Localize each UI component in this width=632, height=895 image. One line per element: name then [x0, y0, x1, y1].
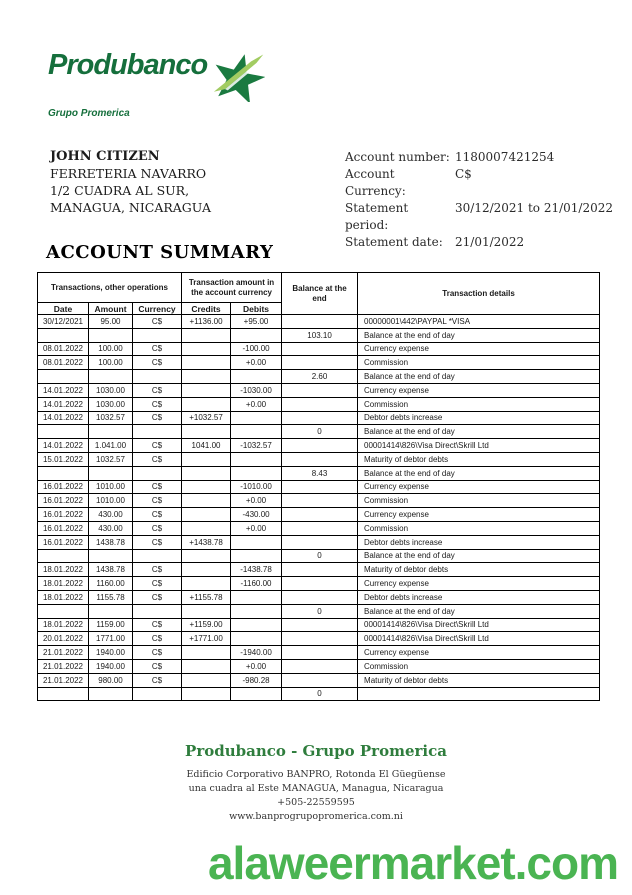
credits-cell: [182, 521, 231, 535]
date-cell: 21.01.2022: [38, 673, 89, 687]
table-row: [38, 370, 600, 384]
details-cell: Debtor debts increase: [358, 411, 600, 425]
details-cell: Balance at the end of day: [358, 370, 600, 384]
date-cell: 16.01.2022: [38, 480, 89, 494]
debits-cell: +0.00: [231, 356, 282, 370]
details-cell: 00000001\442\PAYPAL *VISA: [358, 315, 600, 329]
date-cell: 18.01.2022: [38, 577, 89, 591]
watermark-text: alaweermarket.com: [207, 837, 618, 889]
balance-cell: [282, 452, 358, 466]
date-cell: [38, 687, 89, 701]
col-header-details: Transaction details: [358, 273, 600, 315]
balance-cell: [282, 632, 358, 646]
credits-cell: +1159.00: [182, 618, 231, 632]
account-info-label: Statement period:: [345, 201, 409, 232]
debits-cell: [231, 535, 282, 549]
amount-cell: 100.00: [89, 342, 133, 356]
account-info-value: 30/12/2021 to 21/01/2022: [455, 201, 614, 215]
date-cell: 14.01.2022: [38, 439, 89, 453]
details-cell: Debtor debts increase: [358, 590, 600, 604]
details-cell: Balance at the end of day: [358, 328, 600, 342]
account-info-value: C$: [455, 167, 472, 181]
balance-cell: [282, 590, 358, 604]
table-row: [38, 659, 600, 673]
footer-website: www.banprogrupopromerica.com.ni: [229, 811, 403, 822]
table-row: [38, 604, 600, 618]
balance-cell: [282, 342, 358, 356]
section-title: ACCOUNT SUMMARY: [46, 242, 274, 263]
footer-address-line: Edificio Corporativo BANPRO, Rotonda El Güegüense: [186, 769, 446, 780]
table-row: [38, 452, 600, 466]
debits-cell: +0.00: [231, 397, 282, 411]
account-info-label: Statement date:: [345, 235, 443, 249]
date-cell: [38, 466, 89, 480]
details-cell: Maturity of debtor debts: [358, 452, 600, 466]
amount-cell: 1159.00: [89, 618, 133, 632]
currency-cell: C$: [133, 673, 182, 687]
debits-cell: [231, 466, 282, 480]
balance-cell: [282, 480, 358, 494]
debits-cell: -100.00: [231, 342, 282, 356]
balance-cell: [282, 397, 358, 411]
footer-brand: Produbanco - Grupo Promerica: [185, 742, 447, 760]
amount-cell: 1030.00: [89, 383, 133, 397]
credits-cell: [182, 646, 231, 660]
date-cell: [38, 425, 89, 439]
date-cell: 15.01.2022: [38, 452, 89, 466]
table-row: [38, 494, 600, 508]
credits-cell: +1136.00: [182, 315, 231, 329]
details-cell: Commission: [358, 494, 600, 508]
balance-cell: [282, 577, 358, 591]
currency-cell: C$: [133, 590, 182, 604]
currency-cell: [133, 604, 182, 618]
col-subheader-amount: Amount: [89, 303, 133, 315]
debits-cell: [231, 632, 282, 646]
balance-cell: [282, 646, 358, 660]
debits-cell: -1438.78: [231, 563, 282, 577]
amount-cell: [89, 604, 133, 618]
credits-cell: [182, 452, 231, 466]
balance-cell: [282, 494, 358, 508]
debits-cell: -1010.00: [231, 480, 282, 494]
brand-logo: [48, 50, 265, 119]
details-cell: Commission: [358, 659, 600, 673]
credits-cell: [182, 494, 231, 508]
table-row: [38, 397, 600, 411]
credits-cell: [182, 604, 231, 618]
amount-cell: [89, 466, 133, 480]
amount-cell: [89, 687, 133, 701]
credits-cell: [182, 383, 231, 397]
account-info-value: 21/01/2022: [455, 235, 525, 249]
currency-cell: [133, 328, 182, 342]
amount-cell: 1940.00: [89, 659, 133, 673]
table-row: [38, 590, 600, 604]
date-cell: 08.01.2022: [38, 356, 89, 370]
credits-cell: 1041.00: [182, 439, 231, 453]
credits-cell: +1155.78: [182, 590, 231, 604]
details-cell: 00001414\826\Visa Direct\Skrill Ltd: [358, 632, 600, 646]
currency-cell: C$: [133, 646, 182, 660]
credits-cell: [182, 425, 231, 439]
balance-cell: [282, 508, 358, 522]
account-info-value: 1180007421254: [455, 150, 555, 164]
currency-cell: C$: [133, 632, 182, 646]
col-group-transactions: Transactions, other operations: [38, 273, 182, 303]
amount-cell: 430.00: [89, 521, 133, 535]
amount-cell: 1940.00: [89, 646, 133, 660]
date-cell: 21.01.2022: [38, 646, 89, 660]
balance-cell: [282, 535, 358, 549]
account-info-label: Account number:: [345, 150, 450, 164]
date-cell: 16.01.2022: [38, 535, 89, 549]
table-row: [38, 508, 600, 522]
credits-cell: [182, 687, 231, 701]
balance-cell: 2.60: [282, 370, 358, 384]
credits-cell: +1771.00: [182, 632, 231, 646]
balance-cell: [282, 563, 358, 577]
table-group-header-row: [38, 273, 600, 303]
details-cell: Balance at the end of day: [358, 604, 600, 618]
table-row: [38, 411, 600, 425]
amount-cell: 1.041.00: [89, 439, 133, 453]
currency-cell: C$: [133, 618, 182, 632]
currency-cell: C$: [133, 397, 182, 411]
balance-cell: 0: [282, 549, 358, 563]
credits-cell: [182, 466, 231, 480]
table-row: [38, 549, 600, 563]
date-cell: 18.01.2022: [38, 590, 89, 604]
details-cell: Currency expense: [358, 480, 600, 494]
credits-cell: [182, 356, 231, 370]
details-cell: 00001414\826\Visa Direct\Skrill Ltd: [358, 618, 600, 632]
currency-cell: C$: [133, 411, 182, 425]
col-subheader-debits: Debits: [231, 303, 282, 315]
currency-cell: [133, 687, 182, 701]
date-cell: [38, 549, 89, 563]
details-cell: Currency expense: [358, 577, 600, 591]
balance-cell: 0: [282, 425, 358, 439]
debits-cell: -1160.00: [231, 577, 282, 591]
date-cell: 18.01.2022: [38, 563, 89, 577]
amount-cell: 95.00: [89, 315, 133, 329]
date-cell: 14.01.2022: [38, 397, 89, 411]
table-row: [38, 673, 600, 687]
table-row: [38, 383, 600, 397]
currency-cell: C$: [133, 452, 182, 466]
amount-cell: 1030.00: [89, 397, 133, 411]
credits-cell: +1032.57: [182, 411, 231, 425]
details-cell: Balance at the end of day: [358, 466, 600, 480]
currency-cell: C$: [133, 563, 182, 577]
details-cell: Balance at the end of day: [358, 425, 600, 439]
currency-cell: C$: [133, 480, 182, 494]
currency-cell: C$: [133, 494, 182, 508]
debits-cell: [231, 411, 282, 425]
credits-cell: [182, 673, 231, 687]
credits-cell: [182, 397, 231, 411]
details-cell: Balance at the end of day: [358, 549, 600, 563]
col-subheader-currency: Currency: [133, 303, 182, 315]
currency-cell: C$: [133, 383, 182, 397]
table-row: [38, 687, 600, 701]
col-subheader-credits: Credits: [182, 303, 231, 315]
table-row: [38, 356, 600, 370]
debits-cell: [231, 425, 282, 439]
table-row: [38, 315, 600, 329]
details-cell: Commission: [358, 397, 600, 411]
balance-cell: [282, 315, 358, 329]
table-row: [38, 535, 600, 549]
col-header-balance: Balance at the end: [282, 273, 358, 315]
debits-cell: +95.00: [231, 315, 282, 329]
date-cell: 14.01.2022: [38, 411, 89, 425]
amount-cell: 980.00: [89, 673, 133, 687]
table-row: [38, 342, 600, 356]
col-group-amount-account-currency: Transaction amount in the account currency: [182, 273, 282, 303]
balance-cell: 8.43: [282, 466, 358, 480]
amount-cell: [89, 328, 133, 342]
table-row: [38, 577, 600, 591]
currency-cell: C$: [133, 577, 182, 591]
summary-table: [37, 272, 600, 701]
details-cell: Currency expense: [358, 646, 600, 660]
customer-address: [50, 165, 211, 216]
account-info-row: [345, 200, 613, 234]
amount-cell: 1032.57: [89, 452, 133, 466]
amount-cell: 1438.78: [89, 563, 133, 577]
debits-cell: +0.00: [231, 659, 282, 673]
amount-cell: 1032.57: [89, 411, 133, 425]
account-info-row: [345, 234, 613, 251]
amount-cell: [89, 370, 133, 384]
balance-cell: [282, 383, 358, 397]
customer-name: JOHN CITIZEN: [50, 149, 160, 164]
date-cell: 16.01.2022: [38, 508, 89, 522]
customer-address-line: FERRETERIA NAVARRO: [50, 166, 207, 181]
debits-cell: [231, 604, 282, 618]
brand-name: Produbanco: [48, 49, 208, 81]
date-cell: 18.01.2022: [38, 618, 89, 632]
debits-cell: [231, 618, 282, 632]
footer-address-line: una cuadra al Este MANAGUA, Managua, Nicaragua: [188, 783, 444, 794]
date-cell: 21.01.2022: [38, 659, 89, 673]
credits-cell: [182, 508, 231, 522]
star-icon: [213, 52, 265, 106]
customer-block: [50, 148, 211, 216]
balance-cell: [282, 618, 358, 632]
customer-address-line: 1/2 CUADRA AL SUR,: [50, 183, 190, 198]
debits-cell: -430.00: [231, 508, 282, 522]
details-cell: Debtor debts increase: [358, 535, 600, 549]
currency-cell: C$: [133, 439, 182, 453]
balance-cell: 103.10: [282, 328, 358, 342]
debits-cell: [231, 549, 282, 563]
details-cell: Currency expense: [358, 342, 600, 356]
footer: [0, 742, 632, 824]
date-cell: 14.01.2022: [38, 383, 89, 397]
credits-cell: [182, 659, 231, 673]
footer-lines: [0, 768, 632, 824]
date-cell: [38, 604, 89, 618]
date-cell: [38, 328, 89, 342]
details-cell: Maturity of debtor debts: [358, 673, 600, 687]
credits-cell: [182, 370, 231, 384]
amount-cell: 1010.00: [89, 480, 133, 494]
summary-table-body: [38, 315, 600, 701]
amount-cell: 1160.00: [89, 577, 133, 591]
date-cell: 30/12/2021: [38, 315, 89, 329]
amount-cell: [89, 549, 133, 563]
balance-cell: [282, 356, 358, 370]
currency-cell: C$: [133, 315, 182, 329]
debits-cell: -1030.00: [231, 383, 282, 397]
balance-cell: [282, 411, 358, 425]
credits-cell: [182, 328, 231, 342]
account-info-label: Account Currency:: [345, 167, 406, 198]
currency-cell: C$: [133, 521, 182, 535]
date-cell: 16.01.2022: [38, 521, 89, 535]
footer-phone: +505-22559595: [277, 797, 355, 808]
currency-cell: [133, 549, 182, 563]
account-info: [345, 149, 613, 251]
currency-cell: C$: [133, 535, 182, 549]
debits-cell: -980.28: [231, 673, 282, 687]
details-cell: Currency expense: [358, 508, 600, 522]
details-cell: Maturity of debtor debts: [358, 563, 600, 577]
debits-cell: -1940.00: [231, 646, 282, 660]
details-cell: Commission: [358, 521, 600, 535]
balance-cell: 0: [282, 687, 358, 701]
balance-cell: [282, 673, 358, 687]
currency-cell: [133, 370, 182, 384]
credits-cell: [182, 563, 231, 577]
amount-cell: 1438.78: [89, 535, 133, 549]
currency-cell: C$: [133, 356, 182, 370]
credits-cell: [182, 549, 231, 563]
table-row: [38, 646, 600, 660]
debits-cell: [231, 328, 282, 342]
debits-cell: [231, 590, 282, 604]
debits-cell: [231, 452, 282, 466]
balance-cell: [282, 439, 358, 453]
currency-cell: [133, 425, 182, 439]
debits-cell: [231, 370, 282, 384]
date-cell: [38, 370, 89, 384]
details-cell: Currency expense: [358, 383, 600, 397]
currency-cell: [133, 466, 182, 480]
balance-cell: [282, 521, 358, 535]
date-cell: 08.01.2022: [38, 342, 89, 356]
table-row: [38, 632, 600, 646]
amount-cell: 1771.00: [89, 632, 133, 646]
balance-cell: [282, 659, 358, 673]
credits-cell: [182, 480, 231, 494]
amount-cell: 430.00: [89, 508, 133, 522]
table-row: [38, 521, 600, 535]
account-info-row: [345, 149, 613, 166]
brand-subtitle: Grupo Promerica: [48, 108, 130, 119]
customer-address-line: MANAGUA, NICARAGUA: [50, 200, 211, 215]
account-info-row: [345, 166, 613, 200]
debits-cell: [231, 687, 282, 701]
credits-cell: [182, 577, 231, 591]
amount-cell: 1155.78: [89, 590, 133, 604]
balance-cell: 0: [282, 604, 358, 618]
amount-cell: [89, 425, 133, 439]
date-cell: 20.01.2022: [38, 632, 89, 646]
table-row: [38, 480, 600, 494]
currency-cell: C$: [133, 508, 182, 522]
details-cell: 00001414\826\Visa Direct\Skrill Ltd: [358, 439, 600, 453]
col-subheader-date: Date: [38, 303, 89, 315]
table-row: [38, 466, 600, 480]
date-cell: 16.01.2022: [38, 494, 89, 508]
debits-cell: +0.00: [231, 521, 282, 535]
currency-cell: C$: [133, 342, 182, 356]
table-row: [38, 328, 600, 342]
credits-cell: +1438.78: [182, 535, 231, 549]
details-cell: [358, 687, 600, 701]
credits-cell: [182, 342, 231, 356]
debits-cell: -1032.57: [231, 439, 282, 453]
amount-cell: 1010.00: [89, 494, 133, 508]
table-row: [38, 618, 600, 632]
table-row: [38, 425, 600, 439]
table-row: [38, 439, 600, 453]
details-cell: Commission: [358, 356, 600, 370]
debits-cell: +0.00: [231, 494, 282, 508]
currency-cell: C$: [133, 659, 182, 673]
amount-cell: 100.00: [89, 356, 133, 370]
table-row: [38, 563, 600, 577]
